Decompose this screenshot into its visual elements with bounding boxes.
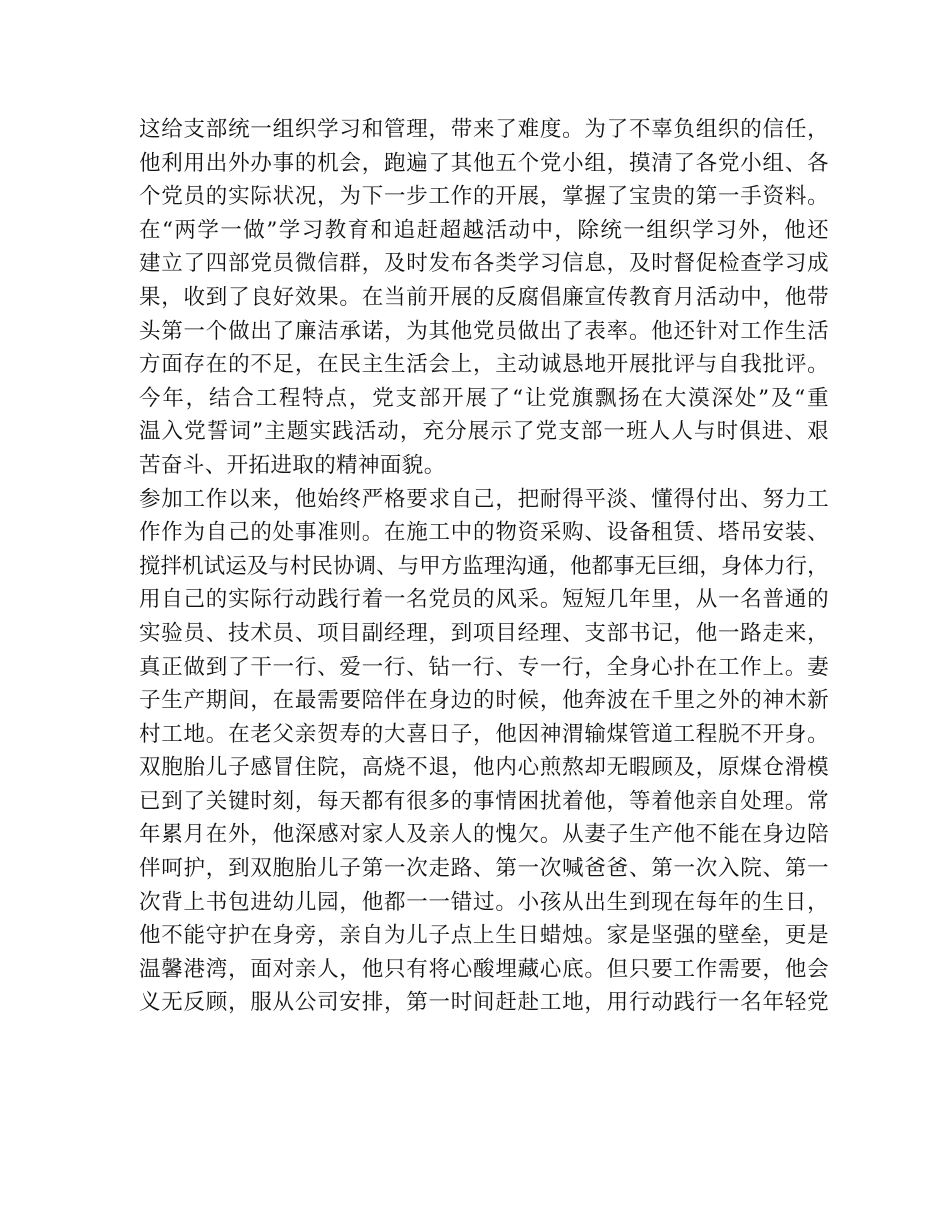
text-line: 次背上书包进幼儿园，他都一一错过。小孩从出生到现在每年的生日，	[139, 889, 830, 915]
text-line: 作作为自己的处事准则。在施工中的物资采购、设备租赁、塔吊安装、	[139, 520, 830, 546]
text-line: 子生产期间，在最需要陪伴在身边的时候，他奔波在千里之外的神木新	[139, 688, 830, 714]
text-line: 个党员的实际状况，为下一步工作的开展，掌握了宝贵的第一手资料。	[139, 184, 830, 210]
text-line: 方面存在的不足，在民主生活会上，主动诚恳地开展批评与自我批评。	[139, 352, 830, 378]
text-line: 在“两学一做”学习教育和追赶超越活动中，除统一组织学习外，他还	[139, 217, 831, 243]
text-line: 搅拌机试运及与村民协调、与甲方监理沟通，他都事无巨细，身体力行，	[139, 553, 829, 579]
text-line: 这给支部统一组织学习和管理，带来了难度。为了不辜负组织的信任，	[139, 117, 830, 142]
text-line: 今年，结合工程特点，党支部开展了“让党旗飘扬在大漠深处”及“重	[139, 385, 831, 411]
text-line: 已到了关键时刻，每天都有很多的事情困扰着他，等着他亲自处理。常	[139, 788, 830, 814]
text-line: 义无反顾，服从公司安排，第一时间赶赴工地，用行动践行一名年轻党	[139, 990, 830, 1016]
text-line: 果，收到了良好效果。在当前开展的反腐倡廉宣传教育月活动中，他带	[139, 284, 830, 310]
text-line: 真正做到了干一行、爱一行、钻一行、专一行，全身心扑在工作上。妻	[139, 654, 830, 680]
text-line: 用自己的实际行动践行着一名党员的风采。短短几年里，从一名普通的	[139, 587, 830, 613]
text-line: 建立了四部党员微信群，及时发布各类学习信息，及时督促检查学习成	[139, 251, 830, 277]
text-line: 伴呵护，到双胞胎儿子第一次走路、第一次喊爸爸、第一次入院、第一	[139, 856, 830, 882]
text-line: 村工地。在老父亲贺寿的大喜日子，他因神渭输煤管道工程脱不开身。	[139, 721, 830, 747]
text-line: 实验员、技术员、项目副经理，到项目经理、支部书记，他一路走来，	[139, 620, 830, 646]
text-line: 双胞胎儿子感冒住院，高烧不退，他内心煎熬却无暇顾及，原煤仓滑模	[139, 755, 830, 781]
text-line: 参加工作以来，他始终严格要求自己，把耐得平淡、懂得付出、努力工	[139, 486, 830, 512]
text-line: 苦奋斗、开拓进取的精神面貌。	[139, 452, 446, 478]
text-line: 他利用出外办事的机会，跑遍了其他五个党小组，摸清了各党小组、各	[139, 150, 830, 176]
text-line: 年累月在外，他深感对家人及亲人的愧欠。从妻子生产他不能在身边陪	[139, 822, 830, 848]
text-line: 他不能守护在身旁，亲自为儿子点上生日蜡烛。家是坚强的壁垒，更是	[139, 923, 830, 949]
text-line: 头第一个做出了廉洁承诺，为其他党员做出了表率。他还针对工作生活	[139, 318, 830, 344]
body-text	[139, 113, 829, 1020]
text-line: 温入党誓词”主题实践活动，充分展示了党支部一班人人与时俱进、艰	[139, 419, 830, 445]
text-line: 温馨港湾，面对亲人，他只有将心酸埋藏心底。但只要工作需要，他会	[139, 956, 830, 982]
